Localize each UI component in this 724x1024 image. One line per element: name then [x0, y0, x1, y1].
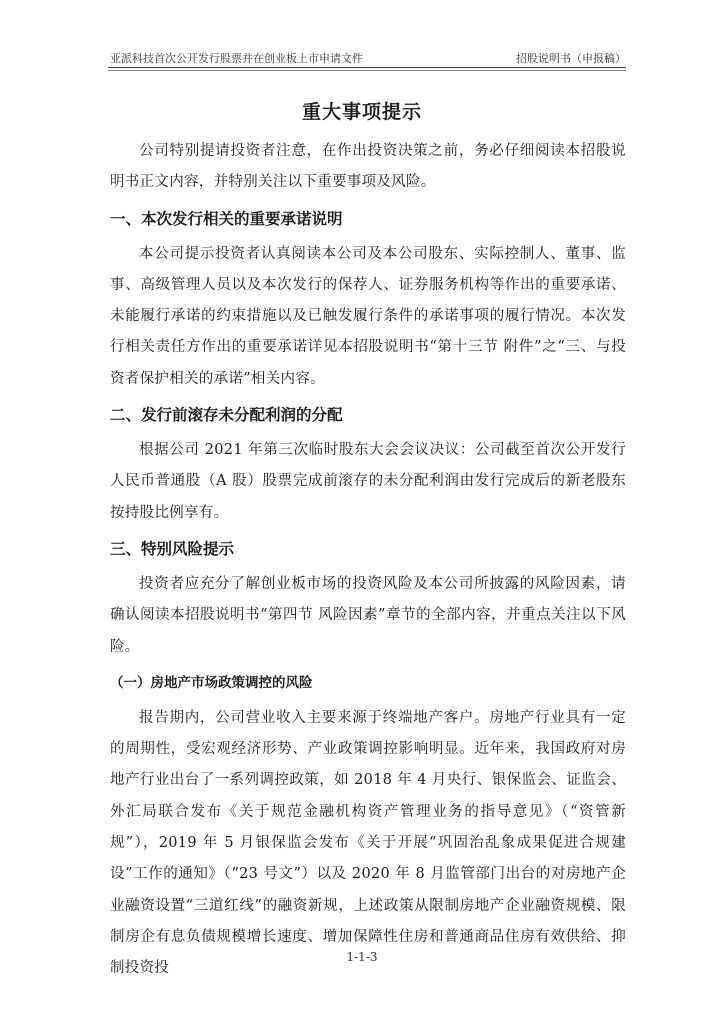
header-document-name: 亚派科技首次公开发行股票并在创业板上市申请文件: [110, 52, 363, 65]
document-body: [110, 136, 626, 985]
header-document-type: 招股说明书（申报稿）: [516, 52, 626, 65]
section-heading-2: 二、发行前滚存未分配利润的分配: [110, 406, 343, 425]
page-number: 1-1-3: [346, 950, 378, 964]
section-heading-3: 三、特别风险提示: [110, 539, 235, 558]
page-title: 重大事项提示: [301, 101, 422, 123]
section-heading-1: 一、本次发行相关的重要承诺说明: [110, 209, 343, 228]
header-rule-bottom: [108, 70, 626, 71]
subsection-heading: （一）房地产市场政策调控的风险: [110, 674, 313, 691]
intro-paragraph: 公司特别提请投资者注意，在作出投资决策之前，务必仔细阅读本招股说明书正文内容，并特别关注以下重要事项及风险。: [110, 143, 626, 191]
section-body-3: 投资者应充分了解创业板市场的投资风险及本公司所披露的风险因素，请确认阅读本招股说明书“第四节 风险因素”章节的全部内容，并重点关注以下风险。: [110, 575, 626, 655]
section-body-1: 本公司提示投资者认真阅读本公司及本公司股东、实际控制人、董事、监事、高级管理人员以及本次发行的保荐人、证券服务机构等作出的重要承诺、未能履行承诺的约束措施以及已触发履行条件的承诺事项的履行情况。本次发行相关责任方作出的重要承诺详见本招股说明书“第十三节 附件”之“三、与投资者保护相关的承诺”相关内容。: [110, 245, 626, 387]
section-body-2: 根据公司 2021 年第三次临时股东大会会议决议：公司截至首次公开发行人民币普通股（A 股）股票完成前滚存的未分配利润由发行完成后的新老股东按持股比例享有。: [110, 442, 626, 521]
subsection-body: 报告期内，公司营业收入主要来源于终端地产客户。房地产行业具有一定的周期性，受宏观经济形势、产业政策调控影响明显。近年来，我国政府对房地产行业出台了一系列调控政策，如 2018 年 4 月央行、银保监会、证监会、外汇局联合发布《关于规范金融机构资产管理业务的指导意见》（“资管新规”），2019 年 5 月银保监会发布《关于开展“巩固治乱象成果促进合规建设”工作的通知》（“23 号文”）以及 2020 年 8 月监管部门出台的对房地产企业融资设置“三道红线”的融资新规，上述政策从限制房地产企业融资规模、限制房企有息负债规模增长速度、增加保障性住房和普通商品住房有效供给、抑制投资投: [110, 709, 626, 977]
header-rule-top: [108, 67, 626, 68]
